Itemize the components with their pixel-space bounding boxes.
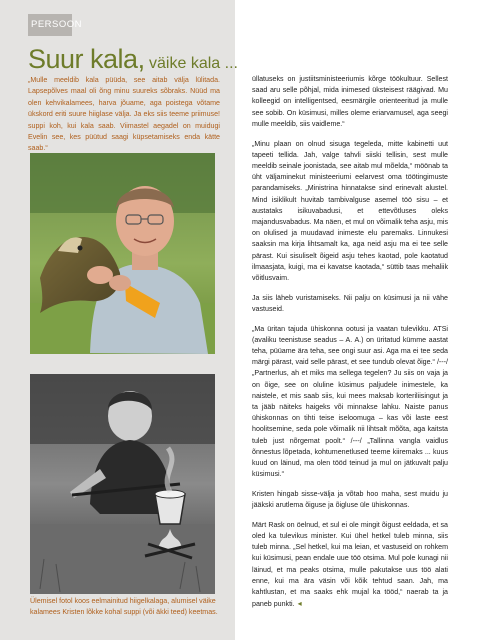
article-paragraph-last	[252, 520, 448, 611]
photo-caption: Ülemisel fotol koos eelmainitud hiigelkalaga, alumisel väike kalamees Kristen lõkke kohal suppi (või äkki teed) keetmas.	[30, 597, 218, 617]
article-paragraph: Kristen hingab sisse-välja ja võtab hoo maha, sest muidu ju jääkski arutlema õiguse ja õigluse üle ühiskonnas.	[252, 489, 448, 510]
article-paragraph: Ja siis läheb vuristamiseks. Nii palju on küsimusi ja nii vähe vastuseid.	[252, 293, 448, 313]
photo-boy-campfire	[30, 374, 215, 594]
lead-quote: „Mulle meeldib kala püüda, see aitab välja lülitada. Lapsepõlves maal oli õng minu suureks sõbraks. Nüüd ma olen kehvikalamees, harva jõuame, aga poistega võtame ükskord eriti suure hiiglase välja. Ja eks siis teeme priimuse! suppi koh, kui kala saab. Viimastel aegadel on muidugi Evelin see, kes püütud saagi küpsetamiseks enda kätte saab.“	[28, 76, 220, 153]
article-paragraph: „Minu plaan on olnud sisuga tegeleda, mitte kabinetti uut tapeeti tellida. Jah, valge tahvli siiski tellisin, sest mulle meeldib seinale joonistada, see aitab mul mõelda,“ möönab ta üht väljaminekut ministeeriumi eelarvest oma töötingimuste parandamiseks. „Ministrina hinnatakse sind erinevalt alustel. Mind isiklikult huvitab tambivalguse asemel töö sisu – et austataks isikuvabadusi, et ettevõtluses oleks majandusvabadus. Ma näen, et mul on võimalik teha asju, mis on olulised ja muudavad inimeste elu paremaks. Linnukesi saaksin ma kirja lihtsamalt ka, aga neid asju ma ei tee selle pärast. Kui sisuliselt õigeid asju tehes kaotad, pole kaotatud ilmaasjata, kuigi, ma ei kavatse kaotada,“ süttib taas mehaliik võitlusvaim.	[252, 139, 448, 282]
headline-sub: väike kala ...	[144, 55, 238, 72]
article-paragraph: üllatuseks on justiitsministeeriumis kõrge töökultuur. Sellest saad aru selle põhjal, mida inimesed üksteisest räägivad. Mu kolleegid on intelligentsed, eesmärgile orienteeritud ja mulle see sobib. On küsimusi, milles oleme eriarvamusel, aga seegi mulle meeldib, siis vaidleme.“	[252, 75, 448, 128]
section-label: PERSOON	[31, 19, 83, 30]
end-mark-icon: ◂	[297, 599, 302, 609]
article-paragraph: „Ma üritan tajuda ühiskonna ootusi ja vaatan tulevikku. ATSi (avaliku teenistuse seadus – A. A.) on üritatud kümme aastat teha, püüame ära teha, see ongi suur asi. Aga ma ei tee seda märgi pärast, vaid selle pärast, et see tundub olevat õige.“ /---/ „Partnerlus, ah et miks ma sellega tegelen? Ju siis on vaja ja on õige, see on oluline küsimus paljudele inimestele, ka naistele, et mis saab siis, kui mees maksab korteriliisingut ja ta jääb näiteks haigeks või minnakse lahku. Naiste panus ühiskonnas on tihti teise iseloomuga – kas või laste eest hoolitsemine, seda pole võimalik nii lihtsalt mõõta, aga kaitsta tuleb just nõrgemat poolt.“ /---/ „Tallinna vangla vaidlus õnnestus lõpetada, kohtumenetlused teeme kiiremaks ... kuus kuud on läinud, ma olen tööd teinud ja mul on jätkuvalt palju küsimusi.“	[252, 324, 448, 479]
article-body	[252, 74, 448, 619]
headline-main: Suur kala,	[28, 44, 145, 74]
article-paragraph-text: Märt Rask on öelnud, et sul ei ole mingit õigust eeldada, et sa oled ka tulevikus minister. Kui ühel hetkel tuleb minna, siis tuleb minna. „Sel hetkel, kui ma leian, et vastuseid on rohkem kui küsimusi, pean endale uue töö otsima. Mul pole kunagi nii läinud, et ma peaks otsima, mulle pakutakse uus töö alati enne, kui ma ära väsin või kõik tehtud saan. Jah, ma kahtlustan, et ma saaks ehk mujal ka tööd,“ naerab ta ja paneb punkti.	[252, 520, 448, 609]
headline	[28, 44, 238, 75]
photo-man-with-fish	[30, 153, 215, 354]
